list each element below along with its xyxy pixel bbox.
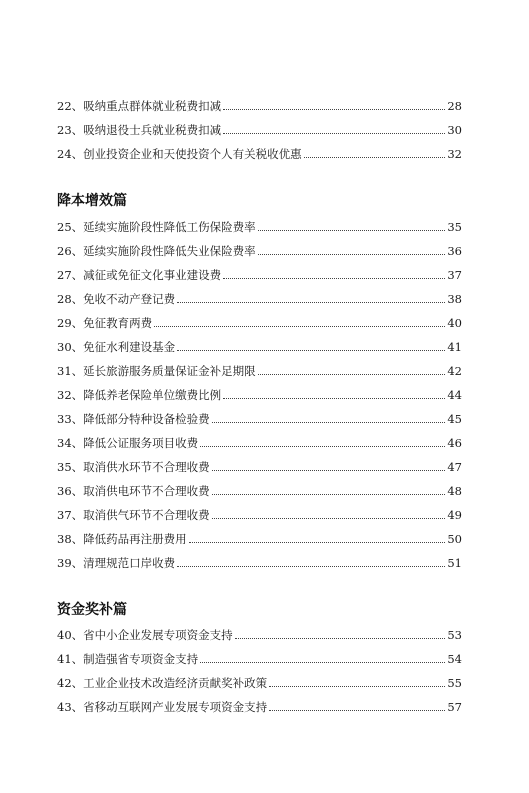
toc-entry-page: 54 — [447, 652, 462, 666]
toc-entry[interactable] — [57, 243, 462, 259]
toc-entry-page: 42 — [447, 364, 462, 378]
dot-leader — [177, 349, 445, 351]
toc-entry-title: 29、免征教育两费 — [57, 316, 153, 330]
toc-entry[interactable] — [57, 411, 462, 427]
toc-entry[interactable] — [57, 459, 462, 475]
dot-leader — [258, 253, 446, 255]
toc-entry[interactable] — [57, 483, 462, 499]
toc-entry-title: 43、省移动互联网产业发展专项资金支持 — [57, 700, 268, 714]
toc-entry-page: 57 — [447, 700, 462, 714]
toc-entry-title: 22、吸纳重点群体就业税费扣减 — [57, 99, 222, 113]
toc-entry-page: 53 — [447, 628, 462, 642]
toc-entry-page: 48 — [447, 484, 462, 498]
dot-leader — [235, 637, 446, 639]
dot-leader — [200, 661, 445, 663]
dot-leader — [223, 108, 445, 110]
dot-leader — [212, 421, 446, 423]
toc-entry-page: 50 — [447, 532, 462, 546]
dot-leader — [258, 229, 446, 231]
toc-entry-title: 36、取消供电环节不合理收费 — [57, 484, 210, 498]
toc-entry-title: 26、延续实施阶段性降低失业保险费率 — [57, 244, 256, 258]
toc-entry[interactable] — [57, 555, 462, 571]
dot-leader — [212, 469, 446, 471]
toc-entry-title: 40、省中小企业发展专项资金支持 — [57, 628, 233, 642]
dot-leader — [212, 493, 446, 495]
toc-entry-page: 41 — [447, 340, 462, 354]
section-heading: 降本增效篇 — [57, 193, 127, 209]
toc-entry[interactable] — [57, 531, 462, 547]
toc-entry[interactable] — [57, 122, 462, 138]
toc-entry-page: 37 — [447, 268, 462, 282]
toc-entry-title: 28、免收不动产登记费 — [57, 292, 176, 306]
toc-entry-title: 24、创业投资企业和天使投资个人有关税收优惠 — [57, 147, 302, 161]
toc-entry-title: 31、延长旅游服务质量保证金补足期限 — [57, 364, 256, 378]
toc-entry-page: 35 — [447, 220, 462, 234]
toc-entry-title: 41、制造强省专项资金支持 — [57, 652, 199, 666]
toc-entry-title: 38、降低药品再注册费用 — [57, 532, 187, 546]
toc-entry-page: 28 — [447, 99, 462, 113]
toc-entry-page: 51 — [447, 556, 462, 570]
toc-entry-page: 46 — [447, 436, 462, 450]
toc-entry[interactable] — [57, 699, 462, 715]
toc-entry-title: 34、降低公证服务项目收费 — [57, 436, 199, 450]
toc-entry[interactable] — [57, 315, 462, 331]
dot-leader — [212, 517, 446, 519]
toc-entry-title: 39、清理规范口岸收费 — [57, 556, 176, 570]
toc-entry-page: 47 — [447, 460, 462, 474]
dot-leader — [223, 277, 445, 279]
toc-entry-title: 23、吸纳退役士兵就业税费扣减 — [57, 123, 222, 137]
dot-leader — [177, 301, 445, 303]
dot-leader — [177, 565, 445, 567]
toc-entry[interactable] — [57, 339, 462, 355]
dot-leader — [223, 397, 445, 399]
dot-leader — [304, 156, 446, 158]
toc-entry-page: 32 — [447, 147, 462, 161]
toc-entry-page: 30 — [447, 123, 462, 137]
toc-entry-page: 36 — [447, 244, 462, 258]
toc-entry-title: 37、取消供气环节不合理收费 — [57, 508, 210, 522]
toc-entry-title: 30、免征水利建设基金 — [57, 340, 176, 354]
toc-entry-page: 40 — [447, 316, 462, 330]
toc-entry-page: 49 — [447, 508, 462, 522]
toc-entry[interactable] — [57, 435, 462, 451]
toc-entry-page: 44 — [447, 388, 462, 402]
toc-entry[interactable] — [57, 267, 462, 283]
toc-entry[interactable] — [57, 627, 462, 643]
toc-entry[interactable] — [57, 675, 462, 691]
toc-entry[interactable] — [57, 507, 462, 523]
toc-entry[interactable] — [57, 387, 462, 403]
toc-entry[interactable] — [57, 291, 462, 307]
toc-entry-page: 38 — [447, 292, 462, 306]
toc-entry-page: 45 — [447, 412, 462, 426]
dot-leader — [258, 373, 446, 375]
toc-entry[interactable] — [57, 363, 462, 379]
dot-leader — [269, 685, 445, 687]
toc-entry-title: 35、取消供水环节不合理收费 — [57, 460, 210, 474]
toc-entry-title: 42、工业企业技术改造经济贡献奖补政策 — [57, 676, 268, 690]
dot-leader — [154, 325, 445, 327]
toc-entry-title: 33、降低部分特种设备检验费 — [57, 412, 210, 426]
dot-leader — [223, 132, 445, 134]
toc-entry[interactable] — [57, 146, 462, 162]
toc-entry-title: 25、延续实施阶段性降低工伤保险费率 — [57, 220, 256, 234]
toc-entry-title: 32、降低养老保险单位缴费比例 — [57, 388, 222, 402]
dot-leader — [200, 445, 445, 447]
section-heading: 资金奖补篇 — [57, 602, 127, 618]
dot-leader — [189, 541, 446, 543]
dot-leader — [269, 709, 445, 711]
toc-entry-page: 55 — [447, 676, 462, 690]
toc-entry[interactable] — [57, 651, 462, 667]
toc-entry[interactable] — [57, 98, 462, 114]
toc-entry-title: 27、减征或免征文化事业建设费 — [57, 268, 222, 282]
toc-entry[interactable] — [57, 219, 462, 235]
